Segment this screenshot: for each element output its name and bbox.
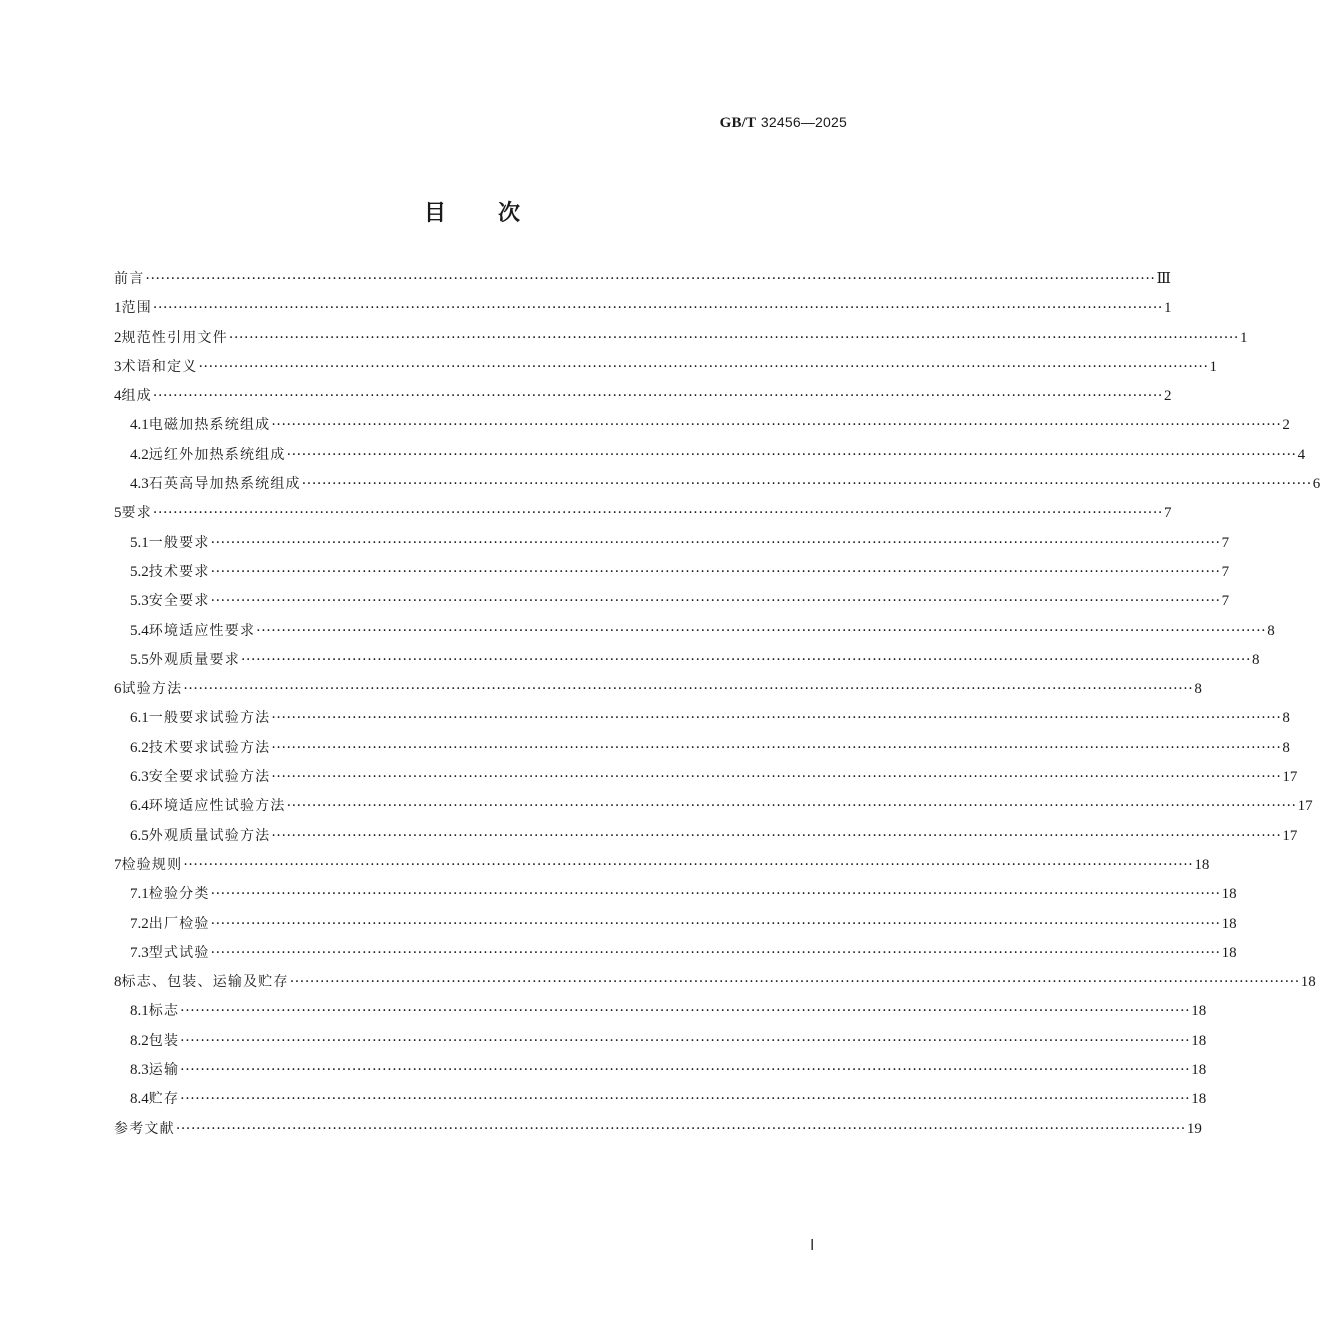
toc-entry-number: 5.3 [130,593,149,610]
toc-leader-dots: ········································································································································································································ [210,915,1221,932]
toc-entry-number: 5 [114,505,122,522]
toc-leader-dots: ········································································································································································································ [286,798,1297,815]
toc-entry[interactable] [114,883,1237,912]
toc-entry[interactable] [114,532,1230,561]
standard-number: 32456—2025 [760,114,847,130]
table-of-contents [114,268,1320,1147]
toc-leader-dots: ········································································································································································································ [210,944,1221,961]
toc-leader-dots: ········································································································································································································ [240,651,1251,668]
toc-leader-dots: ········································································································································································································ [271,417,1282,434]
toc-entry-title: 出厂检验 [148,915,210,932]
toc-entry-number: 3 [114,358,122,375]
toc-entry-number: 4 [114,388,122,405]
toc-entry-number: 7.2 [130,915,149,932]
toc-leader-dots: ········································································································································································································ [228,329,1239,346]
toc-leader-dots: ········································································································································································································ [180,1062,1191,1079]
toc-entry[interactable] [114,825,1298,854]
toc-entry[interactable] [114,795,1313,824]
toc-entry-title: 组成 [121,388,152,405]
toc-leader-dots: ········································································································································································································ [210,593,1221,610]
toc-entry-number: 8 [114,974,122,991]
toc-entry-title: 外观质量要求 [148,651,240,668]
toc-entry-page: 18 [1191,1062,1207,1079]
toc-entry[interactable] [114,678,1202,707]
toc-entry-page: 8 [1282,739,1290,756]
toc-entry-page: 1 [1209,358,1218,375]
toc-entry[interactable] [114,649,1260,678]
toc-entry[interactable] [114,707,1290,736]
toc-entry-number: 7 [114,856,122,873]
toc-leader-dots: ········································································································································································································ [210,563,1221,580]
toc-entry-number: 5.4 [130,622,149,639]
toc-entry-title: 技术要求 [148,563,210,580]
toc-entry-number: 5.1 [130,534,149,551]
toc-entry-title: 贮存 [148,1091,180,1108]
toc-entry-page: 18 [1191,1003,1207,1020]
toc-entry-page: 18 [1221,915,1237,932]
toc-leader-dots: ········································································································································································································ [183,856,1194,873]
toc-entry[interactable] [114,1000,1207,1029]
toc-entry-number: 4.3 [130,476,149,493]
toc-leader-dots: ········································································································································································································ [152,388,1163,405]
toc-entry-page: 2 [1163,388,1172,405]
toc-entry-page: 18 [1191,1032,1207,1049]
toc-entry-page: 17 [1282,827,1298,844]
toc-entry[interactable] [114,356,1218,385]
toc-entry[interactable] [114,268,1171,297]
toc-entry-number: 8.3 [130,1062,149,1079]
toc-leader-dots: ········································································································································································································ [180,1091,1191,1108]
toc-entry[interactable] [114,1088,1207,1117]
toc-entry-page: 8 [1194,681,1202,698]
toc-entry-page: 1 [1239,329,1248,346]
toc-entry[interactable] [114,971,1316,1000]
toc-entry-title: 标志、包装、运输及贮存 [121,974,289,991]
toc-entry-title: 技术要求试验方法 [148,739,271,756]
toc-entry-title: 安全要求试验方法 [148,769,271,786]
toc-entry[interactable] [114,942,1237,971]
toc-entry-page: 8 [1267,622,1275,639]
toc-entry-page: 7 [1163,505,1172,522]
toc-entry-page: 18 [1221,944,1237,961]
toc-entry[interactable] [114,444,1306,473]
toc-leader-dots: ········································································································································································································ [271,739,1282,756]
toc-entry-page: 8 [1282,710,1290,727]
toc-entry-title: 检验规则 [121,856,183,873]
toc-leader-dots: ········································································································································································································ [180,1003,1191,1020]
toc-entry-page: 17 [1297,798,1313,815]
toc-entry[interactable] [114,1030,1207,1059]
toc-leader-dots: ········································································································································································································ [152,300,1163,317]
toc-leader-dots: ········································································································································································································ [286,446,1297,463]
toc-entry-page: 7 [1221,563,1230,580]
toc-entry-title: 标志 [148,1003,180,1020]
toc-entry-number: 8.4 [130,1091,149,1108]
toc-entry[interactable] [114,913,1237,942]
page-number: Ⅰ [810,1238,815,1254]
toc-entry-page: 19 [1186,1120,1202,1137]
toc-leader-dots: ········································································································································································································ [175,1120,1186,1137]
toc-entry-title: 运输 [148,1062,180,1079]
toc-entry-page: 1 [1163,300,1172,317]
toc-entry-number: 4.2 [130,446,149,463]
toc-entry-title: 前言 [114,271,145,287]
toc-entry-number: 6.2 [130,739,149,756]
toc-leader-dots: ········································································································································································································ [198,358,1209,375]
toc-entry-number: 7.1 [130,886,149,903]
toc-entry-title: 环境适应性要求 [148,622,256,639]
toc-leader-dots: ········································································································································································································ [210,886,1221,903]
toc-entry-title: 石英高导加热系统组成 [148,476,301,493]
toc-entry-title: 术语和定义 [121,358,198,375]
toc-entry-number: 1 [114,300,122,317]
toc-entry-page: 8 [1252,651,1260,668]
toc-entry-title: 检验分类 [148,886,210,903]
toc-leader-dots: ········································································································································································································ [271,827,1282,844]
standard-prefix: GB/T [719,115,757,131]
toc-entry[interactable] [114,473,1320,502]
toc-entry-page: 18 [1194,856,1210,873]
toc-entry-page: 7 [1221,593,1230,610]
toc-entry-title: 规范性引用文件 [121,329,228,346]
toc-entry[interactable] [114,297,1172,326]
toc-entry-page: 2 [1282,417,1290,434]
toc-entry-title: 环境适应性试验方法 [148,798,286,815]
toc-entry[interactable] [114,502,1172,531]
toc-entry-title: 型式试验 [148,944,210,961]
toc-entry[interactable] [114,620,1275,649]
toc-entry-title: 电磁加热系统组成 [148,417,271,434]
toc-entry-title: 试验方法 [121,681,183,698]
toc-entry-title: 包装 [148,1032,180,1049]
toc-entry-title: 范围 [121,300,152,317]
toc-entry-title: 一般要求试验方法 [148,710,271,727]
toc-entry-number: 5.2 [130,563,149,580]
toc-entry-page: 18 [1191,1091,1207,1108]
toc-entry[interactable] [114,327,1248,356]
toc-entry-number: 5.5 [130,651,149,668]
toc-entry-page: Ⅲ [1156,271,1171,287]
toc-leader-dots: ········································································································································································································ [145,271,1156,287]
toc-entry-page: 4 [1297,446,1306,463]
toc-entry-page: 6 [1312,476,1320,493]
toc-leader-dots: ········································································································································································································ [271,710,1282,727]
toc-entry-title: 要求 [121,505,152,522]
toc-entry[interactable] [114,1059,1207,1088]
toc-leader-dots: ········································································································································································································ [256,622,1267,639]
page-title: 目次 [423,201,572,226]
toc-entry-page: 17 [1282,769,1298,786]
standard-code [720,114,847,132]
toc-entry-number: 8.1 [130,1003,149,1020]
toc-entry-number: 7.3 [130,944,149,961]
toc-entry[interactable] [114,766,1298,795]
toc-entry-page: 18 [1221,886,1237,903]
toc-entry-number: 8.2 [130,1032,149,1049]
toc-leader-dots: ········································································································································································································ [301,476,1312,493]
toc-entry[interactable] [114,414,1290,443]
toc-entry[interactable] [114,737,1290,766]
toc-entry-number: 6.1 [130,710,149,727]
toc-entry-number: 6 [114,681,122,698]
toc-entry[interactable] [114,1118,1202,1147]
toc-entry-number: 6.3 [130,769,149,786]
toc-entry[interactable] [114,385,1172,414]
toc-entry[interactable] [114,590,1230,619]
toc-entry-page: 7 [1221,534,1230,551]
toc-entry-title: 安全要求 [148,593,210,610]
toc-leader-dots: ········································································································································································································ [271,769,1282,786]
toc-entry-number: 2 [114,329,122,346]
toc-entry-number: 6.4 [130,798,149,815]
toc-entry-title: 外观质量试验方法 [148,827,271,844]
toc-leader-dots: ········································································································································································································ [289,974,1300,991]
toc-entry[interactable] [114,854,1210,883]
toc-leader-dots: ········································································································································································································ [180,1032,1191,1049]
toc-entry-title: 一般要求 [148,534,210,551]
toc-entry-title: 参考文献 [114,1120,175,1137]
toc-leader-dots: ········································································································································································································ [152,505,1163,522]
toc-leader-dots: ········································································································································································································ [183,681,1194,698]
toc-entry-page: 18 [1300,974,1316,991]
toc-entry-number: 4.1 [130,417,149,434]
toc-leader-dots: ········································································································································································································ [210,534,1221,551]
toc-entry-number: 6.5 [130,827,149,844]
toc-entry[interactable] [114,561,1230,590]
toc-entry-title: 远红外加热系统组成 [148,446,286,463]
